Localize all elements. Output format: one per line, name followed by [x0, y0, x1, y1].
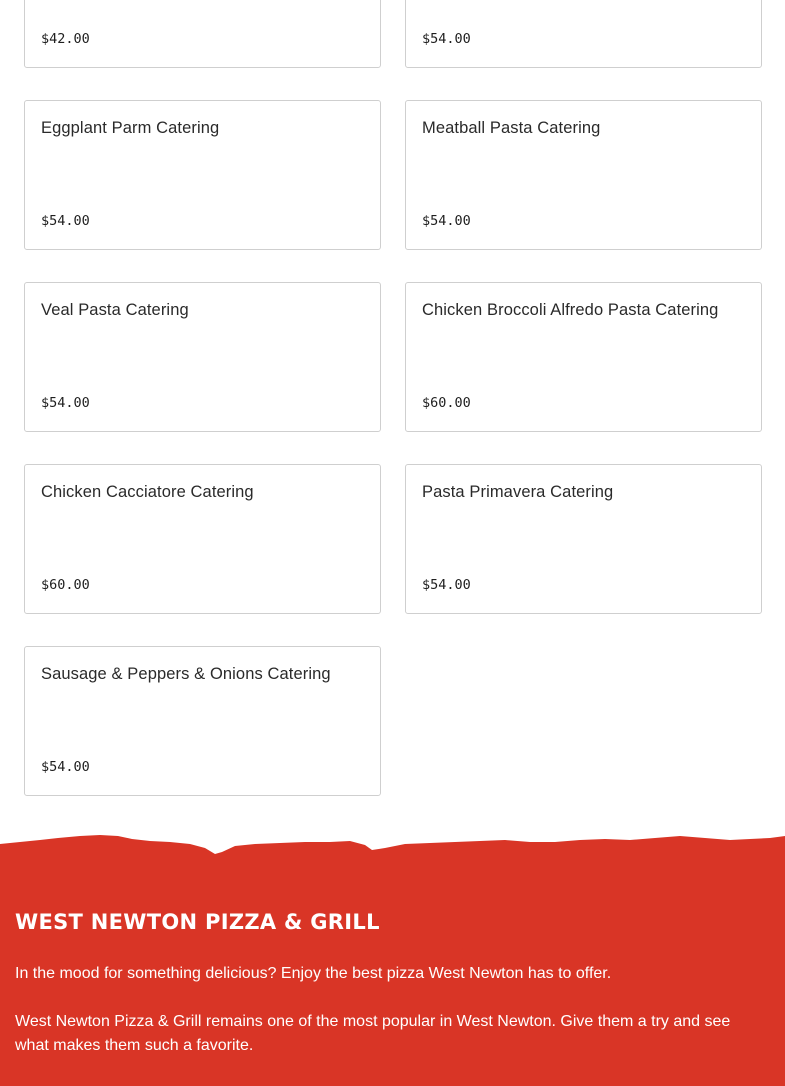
menu-item-name: Veal Pasta Catering — [41, 301, 189, 319]
footer-intro-text: In the mood for something delicious? Enjoy the best pizza West Newton has to offer. — [15, 965, 612, 982]
footer-description-text: West Newton Pizza & Grill remains one of the most popular in West Newton. Give them a try and see what makes them such a favorite. — [15, 1013, 731, 1054]
menu-item-card[interactable] — [405, 0, 762, 68]
menu-item-card[interactable] — [405, 100, 762, 250]
menu-item-name: Chicken Cacciatore Catering — [41, 483, 254, 501]
menu-item-name: Meatball Pasta Catering — [422, 119, 601, 137]
menu-item-card[interactable] — [24, 0, 381, 68]
menu-item-name: Sausage & Peppers & Onions Catering — [41, 665, 331, 683]
menu-item-price: $54.00 — [422, 577, 471, 593]
menu-item-card[interactable] — [24, 282, 381, 432]
menu-item-price: $60.00 — [422, 395, 471, 411]
menu-item-card[interactable] — [24, 646, 381, 796]
menu-item-card[interactable] — [24, 100, 381, 250]
menu-item-card[interactable] — [405, 464, 762, 614]
torn-paper-edge — [0, 830, 785, 870]
menu-item-price: $54.00 — [41, 213, 90, 229]
menu-item-card[interactable] — [405, 282, 762, 432]
site-footer — [0, 830, 785, 1086]
menu-item-name: Eggplant Parm Catering — [41, 119, 220, 137]
menu-item-price: $42.00 — [41, 31, 90, 47]
footer-restaurant-title: WEST NEWTON PIZZA & GRILL — [15, 910, 380, 934]
menu-item-price: $54.00 — [422, 31, 471, 47]
menu-item-price: $54.00 — [41, 395, 90, 411]
menu-item-name: Chicken Broccoli Alfredo Pasta Catering — [422, 301, 719, 319]
menu-item-price: $54.00 — [41, 759, 90, 775]
menu-item-card[interactable] — [24, 464, 381, 614]
menu-item-name: Pasta Primavera Catering — [422, 483, 614, 501]
menu-item-price: $54.00 — [422, 213, 471, 229]
menu-item-price: $60.00 — [41, 577, 90, 593]
